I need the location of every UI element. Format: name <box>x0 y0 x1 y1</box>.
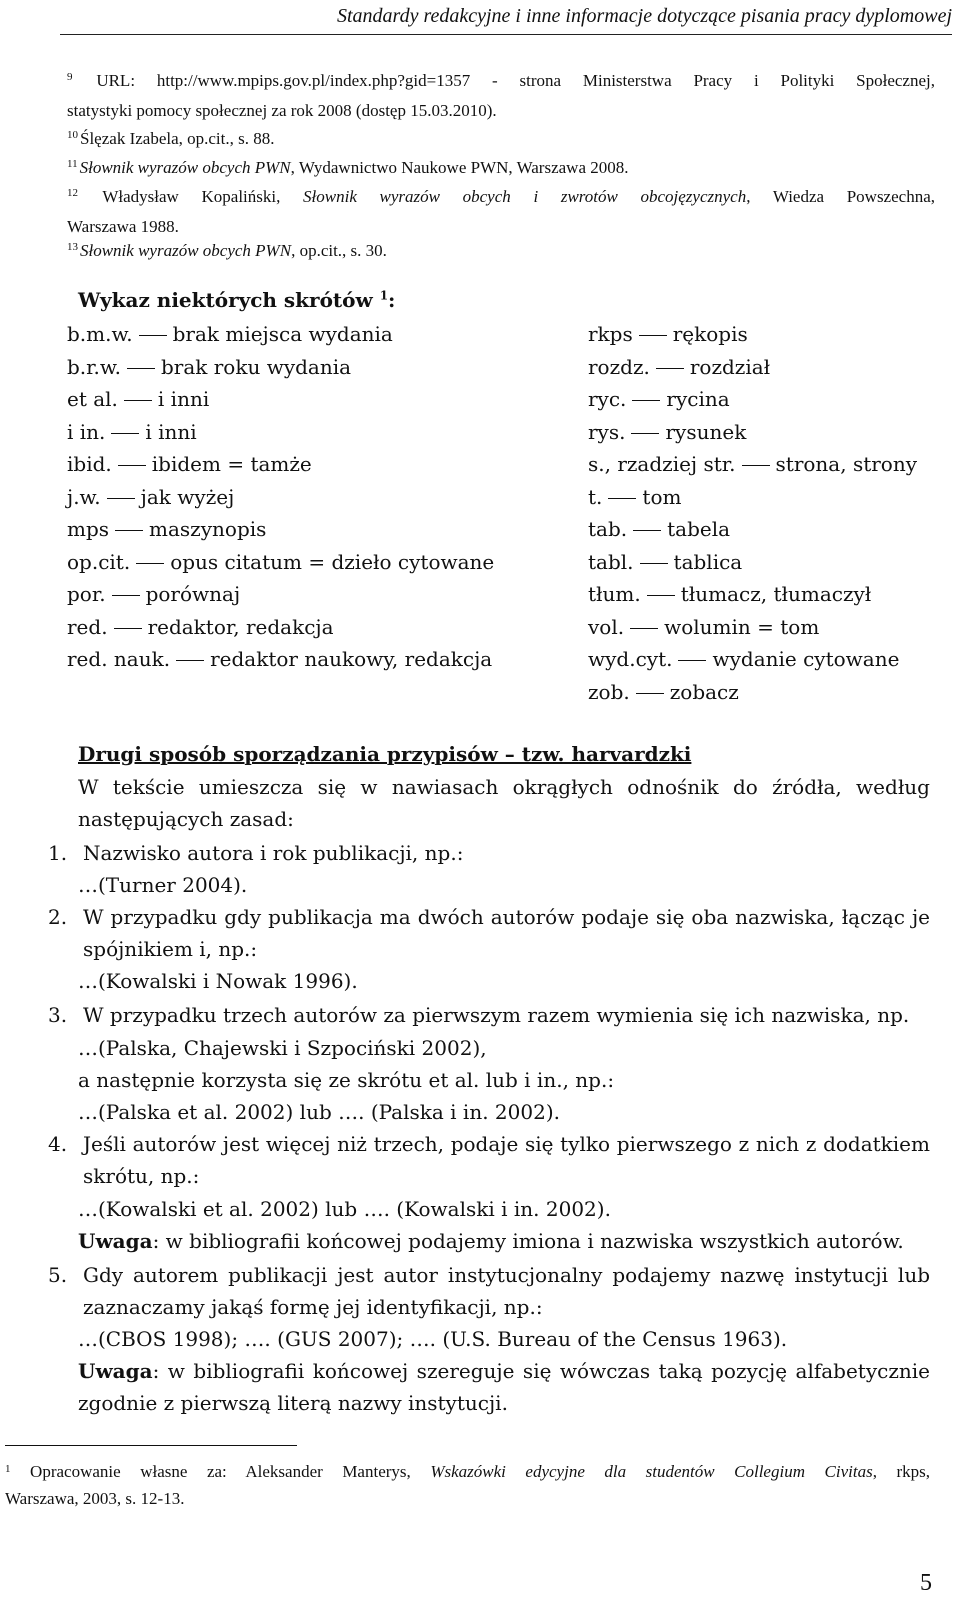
abbreviation: ibid. <box>67 452 112 476</box>
abbreviation: s., rzadziej str. <box>588 452 736 476</box>
abbreviation: ryc. <box>588 387 627 411</box>
em-dash <box>127 368 155 369</box>
rule-5-example: …(CBOS 1998); …. (GUS 2007); …. (U.S. Bureau of the Census 1963). <box>78 1327 788 1351</box>
abbreviations-right-column <box>588 318 917 708</box>
abbreviation: tłum. <box>588 582 641 606</box>
rule-number: 3. <box>48 1003 68 1027</box>
footnote-number: 9 <box>67 71 73 83</box>
em-dash <box>631 433 659 434</box>
em-dash <box>636 693 664 694</box>
footnote-number: 13 <box>67 241 78 253</box>
em-dash <box>115 530 143 531</box>
footnote-book-title: Słownik wyrazów obcych PWN <box>79 158 291 177</box>
abbreviation-meaning: zobacz <box>669 679 739 704</box>
em-dash <box>111 433 139 434</box>
abbreviation: tab. <box>588 517 628 541</box>
footnote-number: 10 <box>67 129 78 141</box>
rule-3-middle: a następnie korzysta się ze skrótu et al. lub i in., np.: <box>78 1068 615 1092</box>
abbreviation-meaning: rozdział <box>689 354 771 379</box>
abbreviation: red. nauk. <box>67 647 171 671</box>
abbreviation-meaning: wydanie cytowane <box>712 647 900 671</box>
abbreviations-left-column <box>67 318 494 676</box>
em-dash <box>136 563 164 564</box>
running-header: Standardy redakcyjne i inne informacje dotyczące pisania pracy dyplomowej <box>336 5 952 27</box>
footnote-number: 11 <box>67 158 78 170</box>
abbreviation-meaning: maszynopis <box>149 517 267 541</box>
abbreviation-row <box>67 318 494 351</box>
abbreviation: et al. <box>67 387 118 411</box>
abbreviation-meaning: tłumacz, tłumaczył <box>680 582 872 606</box>
abbreviation-row <box>67 513 494 546</box>
note-text: : w bibliografii końcowej podajemy imiona i nazwiska wszystkich autorów. <box>152 1229 904 1253</box>
rule-number: 1. <box>48 841 68 865</box>
rule-5-line-1: Gdy autorem publikacji jest autor instytucjonalny podajemy nazwę instytucji lub <box>83 1263 930 1287</box>
abbreviation-row <box>588 416 917 449</box>
footnote-9 <box>67 66 935 126</box>
footnote-author: Władysław Kopaliński, <box>102 187 304 206</box>
abbreviation: rys. <box>588 419 626 444</box>
abbreviation: op.cit. <box>67 549 131 574</box>
note-2-line-2: zgodnie z pierwszą literą nazwy instytucji. <box>78 1391 508 1415</box>
abbreviation-row <box>588 611 917 644</box>
footnote-text: , Wydawnictwo Naukowe PWN, Warszawa 2008. <box>290 158 629 177</box>
footnote-number: 12 <box>67 187 78 199</box>
abbreviation-row <box>588 383 917 416</box>
footnote-book-title: Słownik wyrazów obcych i zwrotów obcojęzycznych <box>303 187 747 206</box>
em-dash <box>656 368 684 369</box>
rule-number: 4. <box>48 1132 68 1156</box>
abbreviation-meaning: rękopis <box>672 322 748 346</box>
rule-3-example-2: …(Palska et al. 2002) lub …. (Palska i in. 2002). <box>78 1100 560 1124</box>
abbreviation-meaning: i inni <box>157 387 210 411</box>
abbreviation-meaning: tabela <box>667 517 731 541</box>
footnote-book-title: Wskazówki edycyjne dla studentów Collegium Civitas <box>430 1462 873 1481</box>
rule-5-line-2: zaznaczamy jakąś formę jej identyfikacji, np.: <box>83 1295 543 1319</box>
abbreviation-meaning: tablica <box>673 549 743 574</box>
abbreviation-meaning: porównaj <box>145 582 241 606</box>
abbreviation: rkps <box>588 322 633 346</box>
footnote-publisher: , Wiedza Powszechna, <box>746 187 935 206</box>
rule-4-example: …(Kowalski et al. 2002) lub …. (Kowalski i in. 2002). <box>78 1197 611 1221</box>
rule-number: 5. <box>48 1263 68 1287</box>
abbreviation-row <box>67 351 494 384</box>
rule-1-example: …(Turner 2004). <box>78 873 248 897</box>
footnote-book-title: Słownik wyrazów obcych PWN <box>80 241 292 260</box>
rule-4-line-1: Jeśli autorów jest więcej niż trzech, podaje się tylko pierwszego z nich z dodatkiem <box>83 1132 930 1156</box>
em-dash <box>639 335 667 336</box>
abbreviation-row <box>588 351 917 384</box>
abbreviation: b.m.w. <box>67 322 133 346</box>
em-dash <box>112 595 140 596</box>
em-dash <box>176 660 204 661</box>
em-dash <box>114 628 142 629</box>
abbreviation-row <box>588 448 917 481</box>
abbreviation-meaning: strona, strony <box>775 452 918 476</box>
abbreviation: por. <box>67 582 106 606</box>
note-label: Uwaga <box>78 1359 153 1383</box>
em-dash <box>608 498 636 499</box>
footnote-author: Opracowanie własne za: Aleksander Manterys, <box>30 1462 431 1481</box>
footnote-13 <box>67 236 935 266</box>
abbreviations-title: Wykaz niektórych skrótów $^1$: <box>78 288 396 312</box>
abbreviation-row <box>67 611 494 644</box>
em-dash <box>124 400 152 401</box>
abbreviation: mps <box>67 517 110 541</box>
note-2-line-1 <box>78 1359 930 1383</box>
intro-line-1: W tekście umieszcza się w nawiasach okrągłych odnośnik do źródła, według <box>78 775 930 799</box>
rule-2-line-1: W przypadku gdy publikacja ma dwóch autorów podaje się oba nazwiska, łącząc je <box>83 905 930 929</box>
abbreviation-meaning: rysunek <box>665 419 747 444</box>
rule-2-example: …(Kowalski i Nowak 1996). <box>78 969 358 993</box>
em-dash <box>742 465 770 466</box>
em-dash <box>678 660 706 661</box>
rule-3-example-1: …(Palska, Chajewski i Szpociński 2002), <box>78 1036 487 1060</box>
em-dash <box>633 530 661 531</box>
em-dash <box>139 335 167 336</box>
note-label: Uwaga <box>78 1229 153 1253</box>
header-rule <box>60 34 952 35</box>
footnote-1 <box>5 1458 930 1512</box>
abbreviation: t. <box>588 484 603 509</box>
footnote-text[interactable]: URL: http://www.mpips.gov.pl/index.php?gid=1357 - strona Ministerstwa Pracy i Polityki Społecznej, <box>96 71 935 90</box>
footnote-ref[interactable]: 1 <box>379 288 389 303</box>
abbreviation-meaning: ibidem = tamże <box>151 452 312 476</box>
footnote-text: , rkps, <box>872 1462 931 1481</box>
footnote-12 <box>67 182 935 242</box>
abbreviation-meaning: brak roku wydania <box>160 354 352 379</box>
rule-1: Nazwisko autora i rok publikacji, np.: <box>83 841 464 865</box>
rule-4-line-2: skrótu, np.: <box>83 1164 200 1188</box>
abbreviation-row <box>588 513 917 546</box>
rule-number: 2. <box>48 905 68 929</box>
abbreviation-meaning: redaktor, redakcja <box>147 614 334 639</box>
page-number: 5 <box>920 1570 932 1596</box>
abbreviation-row <box>67 578 494 611</box>
footnote-text: Ślęzak Izabela, op.cit., s. 88. <box>80 129 275 148</box>
abbreviation: i in. <box>67 419 106 444</box>
note-text: : w bibliografii końcowej szereguje się wówczas taką pozycję alfabetycznie <box>152 1359 930 1383</box>
abbreviation-row <box>67 448 494 481</box>
em-dash <box>647 595 675 596</box>
abbreviation: red. <box>67 614 108 639</box>
abbreviation-row <box>588 643 917 676</box>
note-1 <box>78 1229 904 1253</box>
footnote-text: , op.cit., s. 30. <box>291 241 387 260</box>
footnote-text-cont: Warszawa 1988. <box>67 217 179 236</box>
footnote-11 <box>67 153 935 183</box>
abbreviation: rozdz. <box>588 354 650 379</box>
abbreviation-row <box>67 546 494 579</box>
abbreviation-meaning: i inni <box>145 419 197 444</box>
abbreviation: vol. <box>588 614 625 639</box>
abbreviation: b.r.w. <box>67 354 121 379</box>
abbreviation: wyd.cyt. <box>588 647 673 671</box>
rule-3: W przypadku trzech autorów za pierwszym razem wymienia się ich nazwiska, np. <box>83 1003 910 1027</box>
abbreviation-meaning: brak miejsca wydania <box>172 322 393 346</box>
abbreviation-meaning: tom <box>642 484 682 509</box>
abbreviation-row <box>67 383 494 416</box>
abbreviation-row <box>588 578 917 611</box>
abbreviation-meaning: jak wyżej <box>140 484 235 509</box>
abbreviation-row <box>67 643 494 676</box>
abbreviation-meaning: redaktor naukowy, redakcja <box>210 647 493 671</box>
abbreviation-row <box>588 676 917 709</box>
footnote-separator <box>5 1445 297 1446</box>
footnote-10 <box>67 124 935 154</box>
abbreviation-meaning: opus citatum = dzieło cytowane <box>170 549 495 574</box>
section-title: Drugi sposób sporządzania przypisów – tzw. harvardzki <box>78 742 692 766</box>
rule-2-line-2: spójnikiem i, np.: <box>83 937 258 961</box>
footnote-text-cont: statystyki pomocy społecznej za rok 2008 (dostęp 15.03.2010). <box>67 101 497 120</box>
abbreviation: tabl. <box>588 549 634 574</box>
em-dash <box>118 465 146 466</box>
abbreviation: j.w. <box>67 484 101 509</box>
em-dash <box>632 400 660 401</box>
abbreviation-row <box>67 481 494 514</box>
abbreviation-row <box>588 546 917 579</box>
abbreviation-meaning: rycina <box>666 387 730 411</box>
em-dash <box>630 628 658 629</box>
footnote-text-cont: Warszawa, 2003, s. 12-13. <box>5 1489 185 1508</box>
footnote-number: 1 <box>5 1463 11 1475</box>
em-dash <box>107 498 135 499</box>
intro-line-2: następujących zasad: <box>78 807 294 831</box>
abbreviation: zob. <box>588 679 630 704</box>
em-dash <box>640 563 668 564</box>
abbreviation-meaning: wolumin = tom <box>664 614 820 639</box>
abbreviation-row <box>67 416 494 449</box>
abbreviation-row <box>588 481 917 514</box>
abbreviation-row <box>588 318 917 351</box>
